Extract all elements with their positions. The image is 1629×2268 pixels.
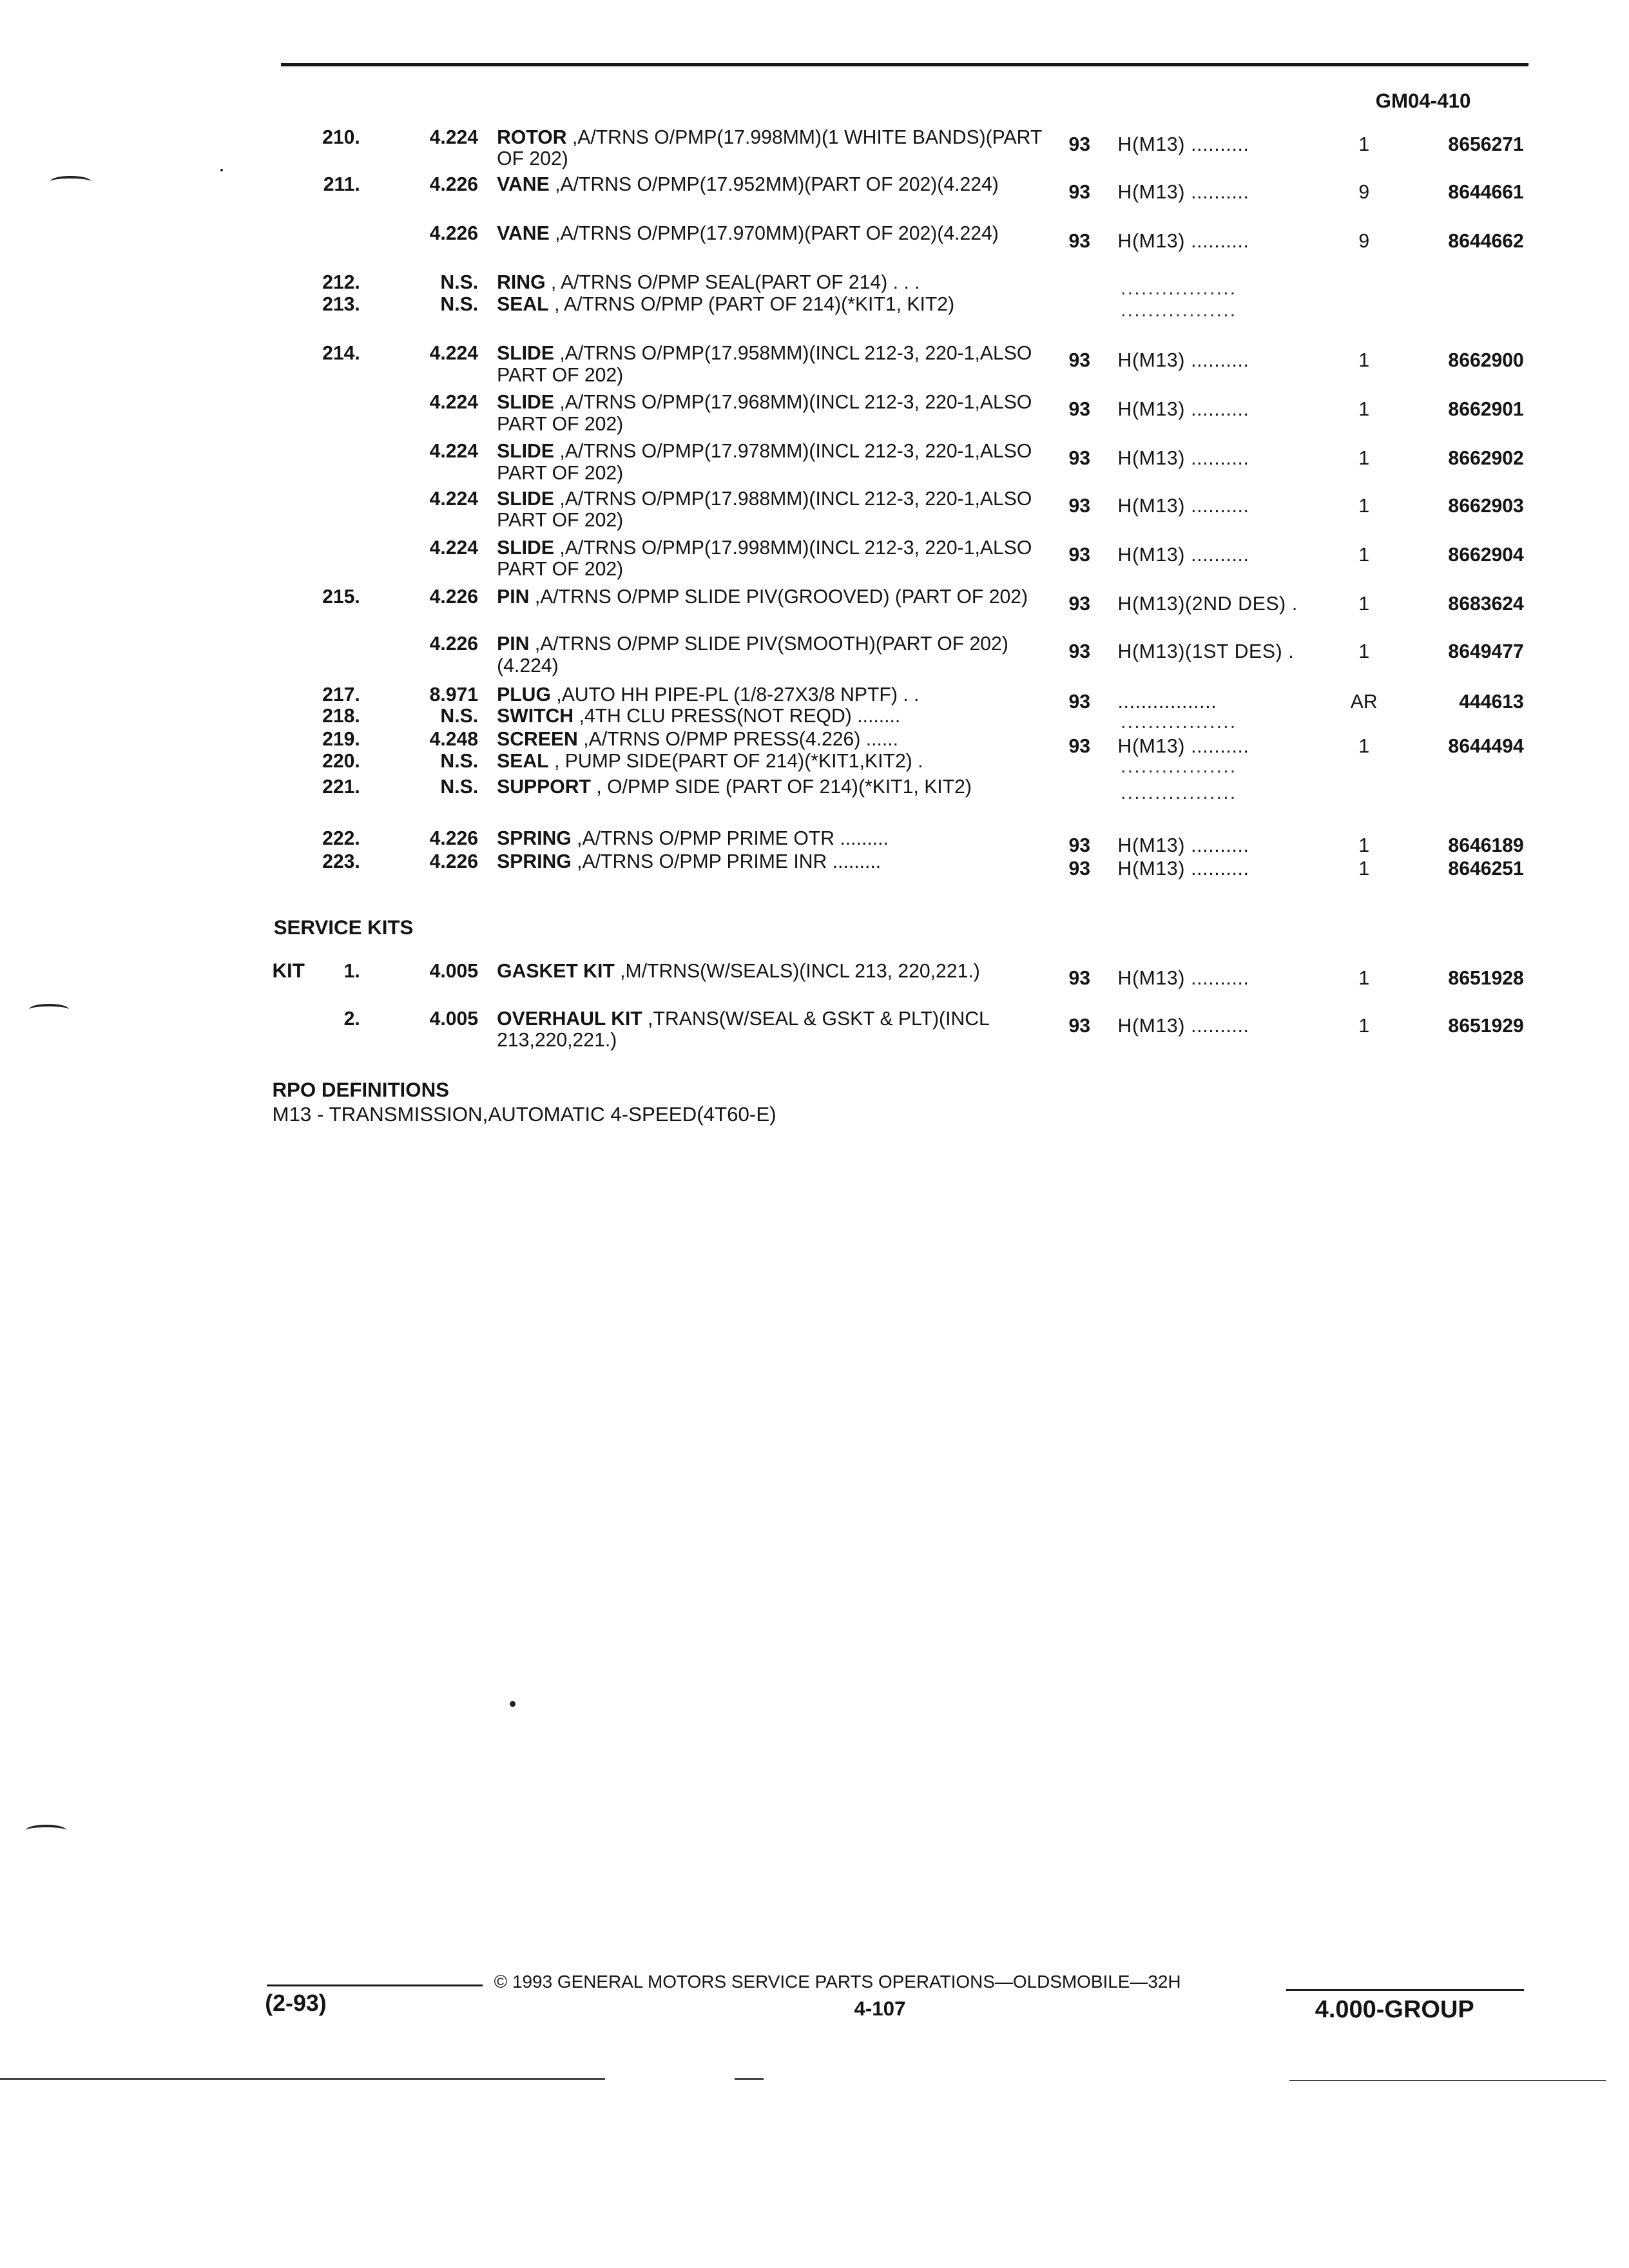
usage-code: H(M13) .......... [1117, 968, 1249, 990]
quantity: 1 [1358, 968, 1370, 990]
punch-hole-mark [50, 176, 91, 187]
footer-rule-left [267, 1984, 483, 1986]
part-detail: ,M/TRNS(W/SEALS)(INCL 213, 220,221.) [620, 960, 980, 982]
part-description [497, 223, 1044, 245]
part-detail: ,A/TRNS O/PMP(17.952MM)(PART OF 202)(4.224) [555, 174, 999, 196]
part-detail: ,A/TRNS O/PMP PRIME OTR ......... [577, 828, 889, 850]
model-year: 93 [1068, 230, 1091, 252]
group-number: 4.226 [429, 851, 479, 872]
usage-code: H(M13) .......... [1117, 736, 1249, 758]
group-number: N.S. [440, 272, 479, 294]
ref-number: 218. [322, 706, 360, 727]
group-number: 4.224 [429, 440, 479, 462]
model-year: 93 [1068, 968, 1091, 990]
footer-copyright: © 1993 GENERAL MOTORS SERVICE PARTS OPERATIONS—OLDSMOBILE—32H [494, 1971, 1181, 1992]
part-description [497, 272, 1044, 294]
usage-code: H(M13)(2ND DES) . [1117, 593, 1298, 615]
leader-dots: ................. [1120, 756, 1237, 778]
quantity: 1 [1358, 350, 1370, 372]
quantity: 1 [1358, 640, 1370, 662]
leader-dots: ................. [1120, 299, 1237, 321]
usage-code: H(M13) .......... [1117, 399, 1249, 421]
speck [510, 1701, 516, 1707]
quantity: 1 [1358, 858, 1370, 880]
part-name: RING [497, 272, 546, 294]
part-description [497, 1008, 1044, 1052]
quantity: 1 [1358, 448, 1370, 470]
part-name: ROTOR [497, 126, 567, 148]
part-description [497, 729, 1044, 751]
part-number: 8656271 [1448, 133, 1524, 155]
group-number: 4.005 [429, 960, 479, 982]
part-description [497, 751, 1044, 773]
leader-dots: ................. [1120, 278, 1237, 300]
bottom-edge-rule-mid [735, 2078, 764, 2079]
model-year: 93 [1068, 448, 1091, 470]
part-detail: ,A/TRNS O/PMP PRIME INR ......... [577, 851, 882, 872]
quantity: 1 [1358, 399, 1370, 421]
part-detail: ,A/TRNS O/PMP(17.998MM)(INCL 212-3, 220-1,ALSO PART OF 202) [497, 537, 1032, 581]
model-year: 93 [1068, 1015, 1091, 1037]
part-number: 8662903 [1448, 495, 1524, 517]
part-detail: ,A/TRNS O/PMP(17.958MM)(INCL 212-3, 220-1,ALSO PART OF 202) [497, 342, 1032, 386]
model-year: 93 [1068, 593, 1091, 615]
ref-number: 214. [322, 342, 360, 364]
quantity: 9 [1358, 230, 1370, 252]
group-number: N.S. [440, 776, 479, 798]
model-year: 93 [1068, 691, 1091, 713]
rpo-definition: M13 - TRANSMISSION,AUTOMATIC 4-SPEED(4T60-E) [272, 1103, 776, 1126]
footer-date: (2-93) [265, 1990, 327, 2017]
group-number: 4.226 [429, 633, 479, 655]
part-detail: ,AUTO HH PIPE-PL (1/8-27X3/8 NPTF) . . [556, 684, 920, 706]
part-name: SLIDE [497, 342, 554, 364]
part-name: SLIDE [497, 488, 554, 510]
leader-dots: ................. [1120, 782, 1237, 803]
part-number: 8646189 [1448, 835, 1524, 857]
model-year: 93 [1068, 858, 1091, 880]
part-name: SLIDE [497, 537, 554, 559]
quantity: 1 [1358, 835, 1370, 857]
usage-code: H(M13) .......... [1117, 495, 1249, 517]
group-number: 4.226 [429, 586, 479, 608]
part-number: 8662900 [1448, 350, 1524, 372]
part-number: 8646251 [1448, 858, 1524, 880]
part-detail: , A/TRNS O/PMP (PART OF 214)(*KIT1, KIT2) [554, 293, 955, 315]
quantity: 9 [1358, 181, 1370, 203]
part-name: SEAL [497, 750, 549, 772]
group-number: N.S. [440, 750, 479, 772]
model-year: 93 [1068, 133, 1091, 155]
punch-hole-mark [29, 1004, 70, 1015]
kit-label: KIT [272, 959, 305, 982]
footer-page-number: 4-107 [854, 1997, 906, 2021]
part-name: SPRING [497, 851, 572, 872]
group-number: 4.224 [429, 537, 479, 559]
part-description [497, 633, 1044, 677]
group-number: 4.224 [429, 342, 479, 364]
part-name: PIN [497, 586, 530, 608]
part-description [497, 851, 1044, 873]
part-description [497, 392, 1044, 435]
usage-code: H(M13) .......... [1117, 544, 1249, 566]
header-rule [281, 63, 1528, 66]
part-name: PLUG [497, 684, 551, 706]
ref-number: 222. [322, 828, 360, 850]
quantity: 1 [1358, 593, 1370, 615]
group-number: 4.224 [429, 488, 479, 510]
part-number: 8651928 [1448, 968, 1524, 990]
leader-dots: ................. [1120, 711, 1237, 733]
part-detail: ,A/TRNS O/PMP(17.978MM)(INCL 212-3, 220-1,ALSO PART OF 202) [497, 440, 1032, 484]
rpo-heading: RPO DEFINITIONS [272, 1079, 450, 1102]
part-name: VANE [497, 223, 550, 245]
part-name: SEAL [497, 293, 549, 315]
punch-hole-mark [26, 1825, 66, 1836]
part-detail: ,A/TRNS O/PMP(17.988MM)(INCL 212-3, 220-1,ALSO PART OF 202) [497, 488, 1032, 532]
part-detail: ,A/TRNS O/PMP(17.998MM)(1 WHITE BANDS)(PART OF 202) [497, 126, 1042, 170]
part-name: SLIDE [497, 391, 554, 413]
part-number: 8644494 [1448, 736, 1524, 758]
quantity: AR [1350, 691, 1378, 713]
part-name: SWITCH [497, 706, 574, 727]
part-detail: ,A/TRNS O/PMP SLIDE PIV(GROOVED) (PART OF 202) [534, 586, 1028, 608]
quantity: 1 [1358, 495, 1370, 517]
part-description [497, 488, 1044, 532]
part-number: 8662904 [1448, 544, 1524, 566]
part-description [497, 294, 1044, 316]
service-kits-heading: SERVICE KITS [273, 916, 414, 939]
usage-code: H(M13) .......... [1117, 133, 1249, 155]
ref-number: 220. [322, 750, 360, 772]
quantity: 1 [1358, 736, 1370, 758]
model-year: 93 [1068, 835, 1091, 857]
usage-code: H(M13) .......... [1117, 1015, 1249, 1037]
ref-number: 223. [322, 851, 360, 872]
model-year: 93 [1068, 544, 1091, 566]
usage-code: H(M13) .......... [1117, 835, 1249, 857]
part-name: VANE [497, 174, 550, 196]
doc-code: GM04-410 [1375, 89, 1471, 112]
part-detail: ,A/TRNS O/PMP SLIDE PIV(SMOOTH)(PART OF 202)(4.224) [497, 633, 1008, 677]
part-detail: ,A/TRNS O/PMP(17.970MM)(PART OF 202)(4.224) [555, 223, 999, 245]
part-detail: , A/TRNS O/PMP SEAL(PART OF 214) . . . [550, 272, 920, 294]
part-name: SLIDE [497, 440, 554, 462]
ref-number: 211. [323, 174, 360, 196]
part-number: 8644661 [1448, 181, 1524, 203]
model-year: 93 [1068, 495, 1091, 517]
part-number: 8649477 [1448, 640, 1524, 662]
part-number: 8683624 [1448, 593, 1524, 615]
part-description [497, 441, 1044, 484]
ref-number: 215. [322, 586, 360, 608]
ref-number: 210. [322, 126, 360, 148]
group-number: N.S. [440, 293, 479, 315]
group-number: 4.226 [429, 174, 479, 196]
quantity: 1 [1358, 544, 1370, 566]
ref-number: 2. [343, 1008, 360, 1030]
part-detail: ,TRANS(W/SEAL & GSKT & PLT)(INCL 213,220,221.) [497, 1008, 989, 1052]
part-name: SCREEN [497, 729, 578, 750]
ref-number: 221. [322, 776, 360, 798]
usage-code: H(M13) .......... [1117, 448, 1249, 470]
part-number: 8662901 [1448, 399, 1524, 421]
quantity: 1 [1358, 1015, 1370, 1037]
part-description [497, 684, 1044, 706]
part-name: SPRING [497, 828, 572, 850]
usage-code: H(M13) .......... [1117, 858, 1249, 880]
footer-group: 4.000-GROUP [1315, 1995, 1474, 2023]
group-number: 4.224 [429, 126, 479, 148]
ref-number: 217. [322, 684, 360, 706]
group-number: 8.971 [429, 684, 479, 706]
ref-number: 212. [322, 272, 360, 294]
usage-code: H(M13) .......... [1117, 350, 1249, 372]
part-name: PIN [497, 633, 530, 655]
model-year: 93 [1068, 350, 1091, 372]
group-number: 4.226 [429, 828, 479, 850]
part-number: 8644662 [1448, 230, 1524, 252]
part-detail: ,A/TRNS O/PMP PRESS(4.226) ...... [583, 729, 899, 750]
usage-code: H(M13) .......... [1117, 230, 1249, 252]
ref-number: 1. [343, 960, 360, 982]
group-number: 4.005 [429, 1008, 479, 1030]
group-number: N.S. [440, 706, 479, 727]
part-description [497, 174, 1044, 196]
model-year: 93 [1068, 640, 1091, 662]
speck [220, 169, 223, 171]
part-description [497, 776, 1044, 798]
part-detail: ,4TH CLU PRESS(NOT REQD) ........ [579, 706, 901, 727]
part-description [497, 127, 1044, 170]
part-description [497, 537, 1044, 581]
group-number: 4.248 [429, 729, 479, 750]
part-number: 8662902 [1448, 448, 1524, 470]
quantity: 1 [1358, 133, 1370, 155]
part-description [497, 961, 1044, 983]
group-number: 4.226 [429, 223, 479, 245]
footer-rule-right [1286, 1989, 1524, 1991]
group-number: 4.224 [429, 391, 479, 413]
part-description [497, 828, 1044, 850]
ref-number: 219. [322, 729, 360, 750]
bottom-edge-rule-right [1289, 2080, 1606, 2081]
part-number: 8651929 [1448, 1015, 1524, 1037]
part-description [497, 343, 1044, 386]
part-description [497, 706, 1044, 727]
model-year: 93 [1068, 181, 1091, 203]
part-description [497, 586, 1044, 608]
part-number: 444613 [1459, 691, 1524, 713]
usage-code: H(M13) .......... [1117, 181, 1249, 203]
model-year: 93 [1068, 399, 1091, 421]
usage-code: ................. [1117, 691, 1217, 713]
usage-code: H(M13)(1ST DES) . [1117, 640, 1295, 662]
part-name: GASKET KIT [497, 960, 615, 982]
model-year: 93 [1068, 736, 1091, 758]
bottom-edge-rule-left [0, 2078, 605, 2079]
part-name: SUPPORT [497, 776, 591, 798]
part-detail: , PUMP SIDE(PART OF 214)(*KIT1,KIT2) . [554, 750, 923, 772]
part-detail: , O/PMP SIDE (PART OF 214)(*KIT1, KIT2) [596, 776, 972, 798]
part-name: OVERHAUL KIT [497, 1008, 642, 1030]
ref-number: 213. [322, 293, 360, 315]
part-detail: ,A/TRNS O/PMP(17.968MM)(INCL 212-3, 220-1,ALSO PART OF 202) [497, 391, 1032, 435]
